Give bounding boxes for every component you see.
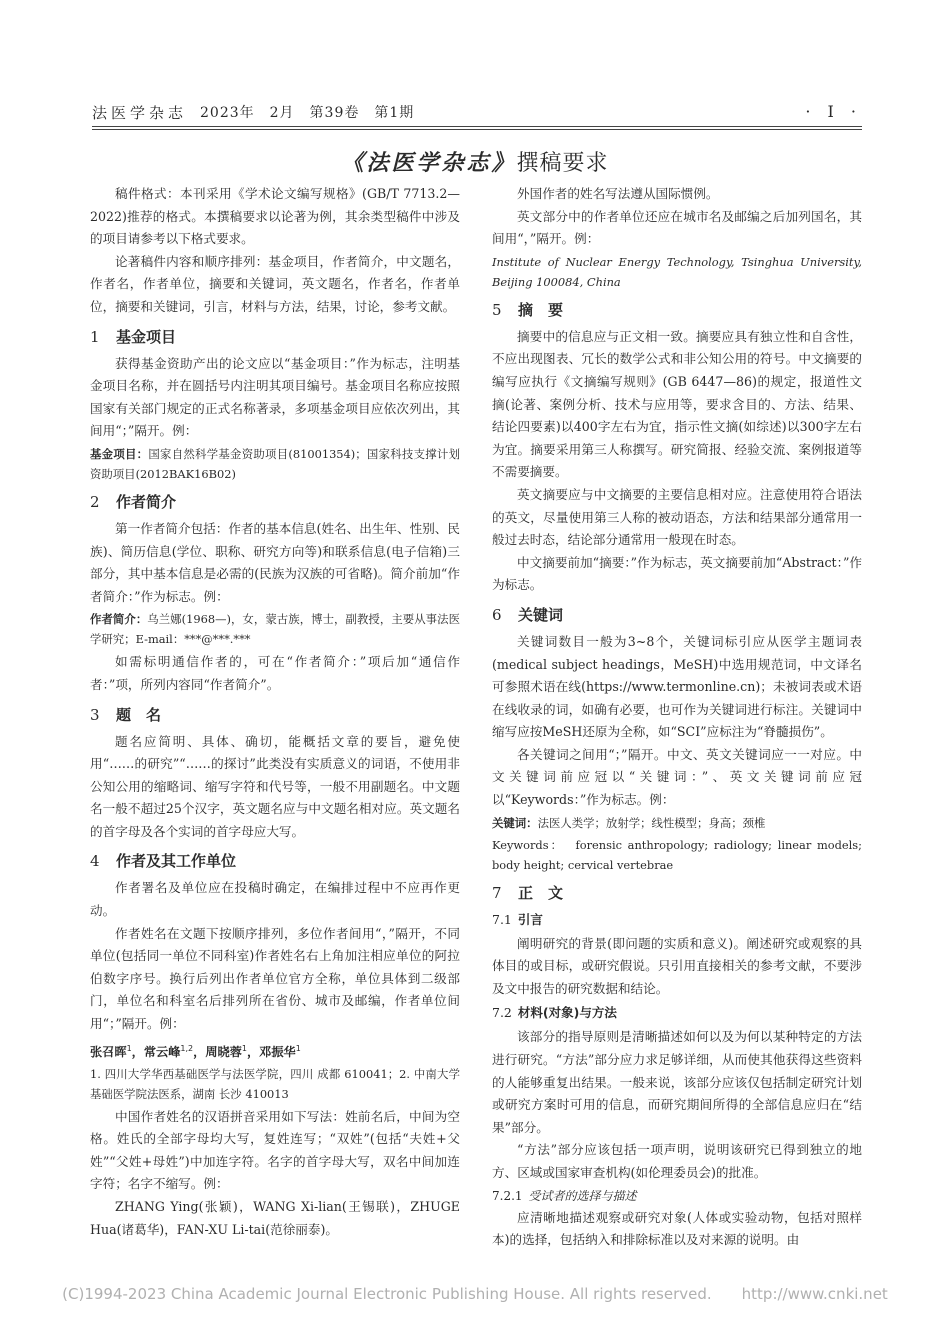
pinyin-example: ZHANG Ying(张颖)，WANG Xi-lian(王锡联)，ZHUGE Hua(诸葛华)，FAN-XU Li-tai(范徐丽泰)。 <box>90 1199 460 1237</box>
section-4-paragraph-3: 中国作者姓名的汉语拼音采用如下写法：姓前名后，中间为空格。姓氏的全部字母均大写，复姓连写；“双姓”(包括“夫姓+父姓”“父姓+母姓”)中加连字符。名字的首字母大写，双名中间加连字符；名字不缩写。例： <box>90 1108 460 1192</box>
english-affiliation-example: Institute of Nuclear Energy Technology, Tsinghua University, Beijing 100084, China <box>492 254 862 289</box>
section-7-2-paragraph-1: 该部分的指导原则是清晰描述如何以及为何以某种特定的方法进行研究。“方法”部分应力求足够详细，从而使其他获得这些资料的人能够重复出结果。一般来说，该部分应该仅包括制定研究计划或研究方案时可用的信息，而研究期间所得的全部信息应归在“结果”部分。 <box>492 1029 862 1135</box>
section-5-paragraph-3: 中文摘要前加“摘要：”作为标志，英文摘要前加“Abstract：”作为标志。 <box>492 554 862 593</box>
section-3-heading: 3 题 名 <box>90 705 162 724</box>
section-4-heading: 4 作者及其工作单位 <box>90 852 237 871</box>
section-4-paragraph-2: 作者姓名在文题下按顺序排列，多位作者间用“，”隔开，不同单位(包括同一单位不同科室)作者姓名右上角加注相应单位的阿拉伯数字序号。换行后列出作者单位官方全称，单位具体到二级部门，单位名和科室名后排列所在省份、城市及邮编，作者单位间用“；”隔开。例： <box>90 925 460 1032</box>
section-2-heading: 2 作者简介 <box>90 492 177 511</box>
header-rule-top <box>92 126 862 127</box>
author-name: 邓振华 <box>259 1044 296 1059</box>
page-number: · I · <box>805 102 862 121</box>
section-7-2-paragraph-2: “方法”部分应该包括一项声明，说明该研究已得到独立的地方、区域或国家审查机构(如伦理委员会)的批准。 <box>492 1142 862 1180</box>
section-5-heading: 5 摘 要 <box>492 300 564 319</box>
journal-name: 法医学杂志 <box>92 104 188 122</box>
section-2-paragraph-1: 第一作者简介包括：作者的基本信息(姓名、出生年、性别、民族)、简历信息(学位、职称、研究方向等)和联系信息(电子信箱)三部分，其中基本信息是必需的(民族为汉族的可省略)。简介前加“作者简介：”作为标志。例： <box>90 520 460 604</box>
section-6-heading: 6 关键词 <box>492 605 564 624</box>
right-column <box>492 183 862 1252</box>
section-1-paragraph: 获得基金资助产出的论文应以“基金项目：”作为标志，注明基金项目名称，并在圆括号内注明其项目编号。基金项目名称应按照国家有关部门规定的正式名称著录，多项基金项目应依次列出，其间用“；”隔开。例： <box>90 355 460 439</box>
section-4-paragraph-1: 作者署名及单位应在投稿时确定，在编排过程中不应再作更动。 <box>90 880 460 919</box>
page-title <box>0 146 950 177</box>
keywords-cn-example: 关键词：法医人类学；放射学；线性模型；身高；颈椎 <box>492 815 766 830</box>
left-column <box>90 183 460 1241</box>
english-affiliation-note: 英文部分中的作者单位还应在城市名及邮编之后加列国名，其间用“，”隔开。例： <box>492 208 862 247</box>
foreign-author-note: 外国作者的姓名写法遵从国际惯例。 <box>517 186 719 201</box>
section-7-2-1-paragraph: 应清晰地描述观察或研究对象(人体或实验动物，包括对照样本)的选择，包括纳入和排除标准以及对来源的说明。由 <box>492 1209 862 1248</box>
issue-info: 2023年 2月 第39卷 第1期 <box>200 105 415 121</box>
affiliation-example: 1. 四川大学华西基础医学与法医学院，四川 成都 610041；2. 中南大学基础医学院法医系，湖南 长沙 410013 <box>90 1066 460 1101</box>
section-6-paragraph-1: 关键词数目一般为3~8个，关键词标引应从医学主题词表(medical subject headings，MeSH)中选用规范词，中文译名可参照术语在线(https://www.termonline.cn)；未被词表或术语在线收录的词，如确有必要，也可作为关键词进行标注。关键词中缩写应按MeSH还原为全称，如“SCI”应标注为“脊髓损伤”。 <box>492 633 862 740</box>
author-name: 张召晖 <box>90 1044 127 1059</box>
section-6-paragraph-2: 各关键词之间用“；”隔开。中文、英文关键词应一一对应。中文关键词前应冠以“关键词：”、英文关键词前应冠以“Keywords：”作为标志。例： <box>492 746 862 808</box>
section-1-heading: 1 基金项目 <box>90 327 177 346</box>
keywords-en-example: Keywords： forensic anthropology; radiology; linear models; body height; cervical vertebrae <box>492 837 862 872</box>
header-rule-bottom <box>92 129 862 130</box>
section-7-1-heading: 7.1 引言 <box>492 911 543 927</box>
title-suffix: 撰稿要求 <box>516 151 609 176</box>
author-name: 周晓蓉 <box>205 1044 242 1059</box>
section-5-paragraph-2: 英文摘要应与中文摘要的主要信息相对应。注意使用符合语法的英文，尽量使用第三人称的被动语态，方法和结果部分通常用一般过去时态，结论部分通常用一般现在时态。 <box>492 486 862 548</box>
author-list-example: 张召晖$^1$，常云峰$^{1,2}$，周晓蓉$^1$，邓振华$^1$ <box>90 1043 301 1059</box>
copyright-footer: (C)1994-2023 China Academic Journal Electronic Publishing House. All rights reserved. http://www.cnki.net <box>62 1285 888 1303</box>
section-7-2-heading: 7.2 材料(对象)与方法 <box>492 1005 617 1021</box>
section-5-paragraph-1: 摘要中的信息应与正文相一致。摘要应具有独立性和自含性，不应出现图表、冗长的数学公式和非公知公用的符号。中文摘要的编写应执行《文摘编写规则》(GB 6447—86)的规定，报道性文摘(论著、案例分析、技术与应用等，要求含目的、方法、结果、结论四要素)以400字左右为宜，指示性文摘(如综述)以300字左右为宜。摘要采用第三人称撰写。研究简报、经验交流、案例报道等不需要摘要。 <box>492 328 862 480</box>
intro-paragraph-2: 论著稿件内容和顺序排列：基金项目，作者简介，中文题名，作者名，作者单位，摘要和关键词，英文题名，作者名，作者单位，摘要和关键词，引言，材料与方法，结果，讨论，参考文献。 <box>90 253 460 314</box>
title-journal: 《法医学杂志》 <box>341 150 517 176</box>
section-2-paragraph-2: 如需标明通信作者的，可在“作者简介：”项后加“通信作者：”项，所列内容同“作者简介”。 <box>90 654 460 692</box>
fund-example: 基金项目：国家自然科学基金资助项目(81001354)；国家科技支撑计划资助项目(2012BAK16B02) <box>90 446 460 481</box>
running-header <box>92 102 862 124</box>
intro-paragraph-1: 稿件格式：本刊采用《学术论文编写规格》(GB/T 7713.2—2022)推荐的格式。本撰稿要求以论著为例，其余类型稿件中涉及的项目请参考以下格式要求。 <box>90 186 460 247</box>
section-7-1-paragraph: 阐明研究的背景(即问题的实质和意义)。阐述研究或观察的具体目的或目标，或研究假说。只引用直接相关的参考文献，不要涉及文中报告的研究数据和结论。 <box>492 935 862 996</box>
section-7-2-1-heading: 7.2.1 受试者的选择与描述 <box>492 1188 637 1203</box>
author-bio-example: 作者简介：乌兰娜(1968—)，女，蒙古族，博士，副教授，主要从事法医学研究；E-mail：***@***.*** <box>90 612 460 647</box>
section-3-paragraph: 题名应简明、具体、确切，能概括文章的要旨，避免使用“……的研究”“……的探讨”此类没有实质意义的词语，不使用非公知公用的缩略词、缩写字符和代号等，一般不用副题名。中文题名一般不超过25个汉字，英文题名应与中文题名相对应。英文题名的首字母及各个实词的首字母应大写。 <box>90 733 460 839</box>
section-7-heading: 7 正 文 <box>492 883 564 902</box>
author-name: 常云峰 <box>143 1044 181 1059</box>
